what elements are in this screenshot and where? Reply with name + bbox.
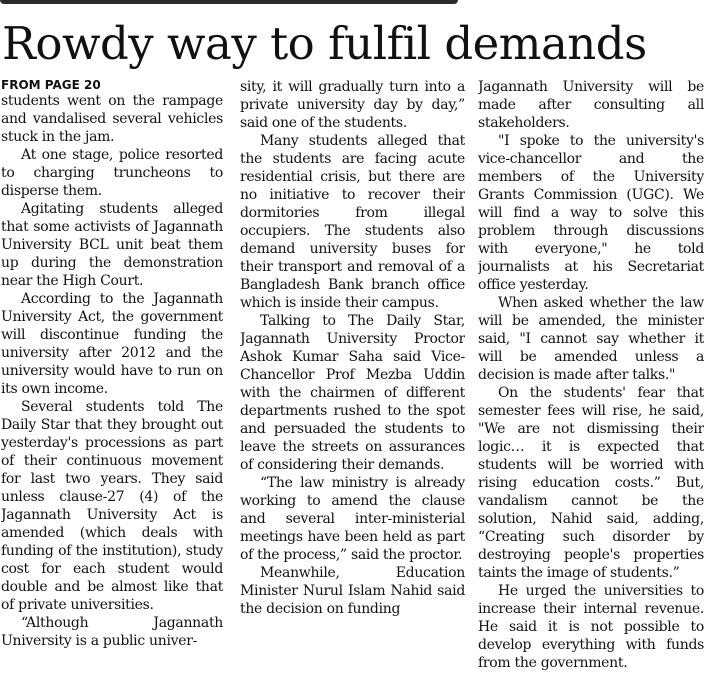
article-body — [0, 78, 710, 687]
paragraph: Many students alleged that the students are facing acute residential crisis, but there are no initiative to recover their dormitories from illegal occupiers. The students also demand university buses for their transport and removal of a Bangladesh Bank branch office which is inside their campus. — [240, 133, 465, 311]
top-rule — [0, 0, 458, 4]
column-2 — [240, 78, 465, 687]
paragraph: "I spoke to the university's vice-chancellor and the members of the University Grants Commission (UGC). We will find a way to solve this problem through discussions with everyone," he told journalists at his Secretariat office yesterday. — [478, 133, 704, 293]
paragraph: sity, it will gradually turn into a private university day by day,” said one of the students. — [240, 79, 465, 131]
paragraph: He urged the universities to increase their internal revenue. He said it is not possible to develop everything with funds from the government. — [478, 583, 704, 671]
paragraph: On the students' fear that semester fees will rise, he said, "We are not dismissing their logic… it is expected that students will be worried with rising education costs.” But, vandalism cannot be the solution, Nahid said, adding, “Creating such disorder by destroying people's properties taints the image of students.” — [478, 385, 704, 581]
paragraph: According to the Jagannath University Act, the government will discontinue funding the university after 2012 and the university would have to run on its own income. — [1, 291, 223, 397]
column-1 — [1, 78, 223, 687]
paragraph: Several students told The Daily Star that they brought out yesterday's processions as part of their continuous movement for last two years. They said unless clause-27 (4) of the Jagannath University Act is amended (which deals with funding of the institution), study cost for each student would double and be almost like that of private universities. — [1, 399, 223, 613]
paragraph: Meanwhile, Education Minister Nurul Islam Nahid said the decision on funding — [240, 565, 465, 617]
paragraph: Jagannath University will be made after consulting all stakeholders. — [478, 79, 704, 131]
continued-from-label: FROM PAGE 20 — [1, 78, 101, 92]
paragraph: When asked whether the law will be amended, the minister said, "I cannot say whether it will be amended unless a decision is made after talks." — [478, 295, 704, 383]
paragraph: Talking to The Daily Star, Jagannath University Proctor Ashok Kumar Saha said Vice-Chancellor Prof Mezba Uddin with the chairmen of different departments rushed to the spot and persuaded the students to leave the streets on assurances of considering their demands. — [240, 313, 465, 473]
paragraph: “Although Jagannath University is a public univer- — [1, 615, 223, 649]
paragraph: Agitating students alleged that some activists of Jagannath University BCL unit beat them up during the demonstration near the High Court. — [1, 201, 223, 289]
headline: Rowdy way to fulfil demands — [2, 17, 647, 70]
column-3 — [478, 78, 704, 687]
paragraph: “The law ministry is already working to amend the clause and several inter-ministerial meetings have been held as part of the process,” said the proctor. — [240, 475, 465, 563]
paragraph: students went on the rampage and vandalised several vehicles stuck in the jam. — [1, 93, 223, 145]
paragraph: At one stage, police resorted to charging truncheons to disperse them. — [1, 147, 223, 199]
